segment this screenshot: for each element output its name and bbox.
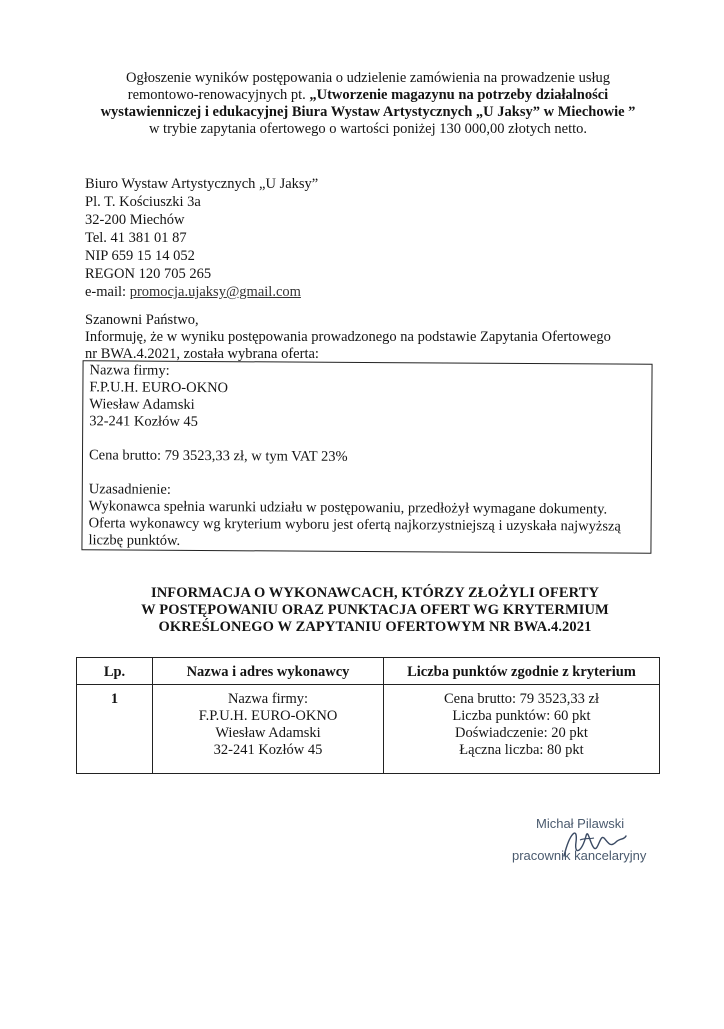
header-lp: Lp.	[77, 658, 153, 685]
signatory-role: pracownik kancelaryjny	[512, 848, 647, 863]
offer-price: Cena brutto: 79 3523,33 zł, w tym VAT 23%	[88, 447, 348, 465]
points-line: Doświadczenie: 20 pkt	[455, 725, 588, 741]
offer-reason-label: Uzasadnienie:	[88, 481, 171, 498]
selected-offer-box	[81, 360, 652, 553]
signature-stamp	[508, 814, 658, 874]
sender-phone: Tel. 41 381 01 87	[85, 230, 187, 246]
offer-address: 32-241 Kozłów 45	[89, 413, 199, 430]
info-heading-line-2: W POSTĘPOWANIU ORAZ PUNKTACJA OFERT WG KRYTERMIUM	[141, 602, 609, 618]
sender-address-block	[85, 175, 318, 301]
sender-regon: REGON 120 705 265	[85, 266, 212, 282]
offer-company-label: Nazwa firmy:	[89, 362, 170, 379]
greeting: Szanowni Państwo,	[85, 312, 199, 328]
header-contractor: Nazwa i adres wykonawcy	[153, 658, 384, 685]
intro-line-2-plain: remontowo-renowacyjnych pt.	[127, 87, 310, 103]
intro-line-3	[78, 104, 658, 121]
sender-city: 32-200 Miechów	[85, 212, 185, 228]
signatory-name: Michał Pilawski	[536, 816, 625, 831]
row-points	[384, 685, 660, 774]
letter-line-1: Informuję, że w wyniku postępowania prowadzonego na podstawie Zapytania Ofertowego	[85, 329, 611, 345]
contractor-line: F.P.U.H. EURO-OKNO	[198, 708, 338, 724]
email-label: e-mail:	[85, 284, 130, 300]
info-heading-line-1: INFORMACJA O WYKONAWCACH, KTÓRZY ZŁOŻYLI OFERTY	[150, 585, 600, 601]
announcement-intro	[78, 70, 658, 138]
sender-street: Pl. T. Kościuszki 3a	[85, 194, 201, 210]
intro-line-3-bold: wystawienniczej i edukacyjnej Biura Wystaw Artystycznych „U Jaksy” w Miechowie ”	[100, 104, 636, 120]
bidders-table	[76, 657, 660, 774]
contractor-line: Wiesław Adamski	[215, 725, 321, 741]
offer-company-name: F.P.U.H. EURO-OKNO	[89, 379, 229, 397]
letter-body	[85, 312, 645, 363]
contractor-line: 32-241 Kozłów 45	[213, 742, 323, 758]
letter-line-2: nr BWA.4.2021, została wybrana oferta:	[85, 346, 319, 362]
points-line: Cena brutto: 79 3523,33 zł	[443, 691, 600, 707]
table-row	[77, 685, 660, 774]
points-line: Liczba punktów: 60 pkt	[452, 708, 591, 724]
sender-nip: NIP 659 15 14 052	[85, 248, 195, 264]
intro-line-2	[78, 87, 658, 104]
points-line: Łączna liczba: 80 pkt	[459, 742, 584, 758]
bidders-info-heading	[90, 585, 660, 636]
table-header-row	[77, 658, 660, 685]
offer-reason-line-1: Wykonawca spełnia warunki udziału w postępowaniu, przedłożył wymagane dokumenty.	[88, 498, 608, 518]
intro-line-1: Ogłoszenie wyników postępowania o udzielenie zamówienia na prowadzenie usług	[126, 70, 610, 86]
intro-line-2-bold: „Utworzenie magazynu na potrzeby działalności	[309, 87, 609, 103]
offer-reason-line-2: Oferta wykonawcy wg kryterium wyboru jest ofertą najkorzystniejszą i uzyskała najwyższą	[88, 515, 621, 535]
sender-name: Biuro Wystaw Artystycznych „U Jaksy”	[85, 176, 319, 192]
row-lp: 1	[77, 685, 153, 774]
intro-line-4: w trybie zapytania ofertowego o wartości poniżej 130 000,00 złotych netto.	[148, 121, 588, 137]
sender-email-line	[85, 283, 318, 301]
email-link[interactable]: promocja.ujaksy@gmail.com	[129, 284, 301, 300]
offer-reason-line-3: liczbę punktów.	[88, 532, 181, 549]
row-contractor	[153, 685, 384, 774]
header-points: Liczba punktów zgodnie z kryterium	[384, 658, 660, 685]
offer-owner: Wiesław Adamski	[89, 396, 195, 413]
info-heading-line-3: OKREŚLONEGO W ZAPYTANIU OFERTOWYM NR BWA.4.2021	[158, 619, 592, 635]
contractor-line: Nazwa firmy:	[227, 691, 309, 707]
